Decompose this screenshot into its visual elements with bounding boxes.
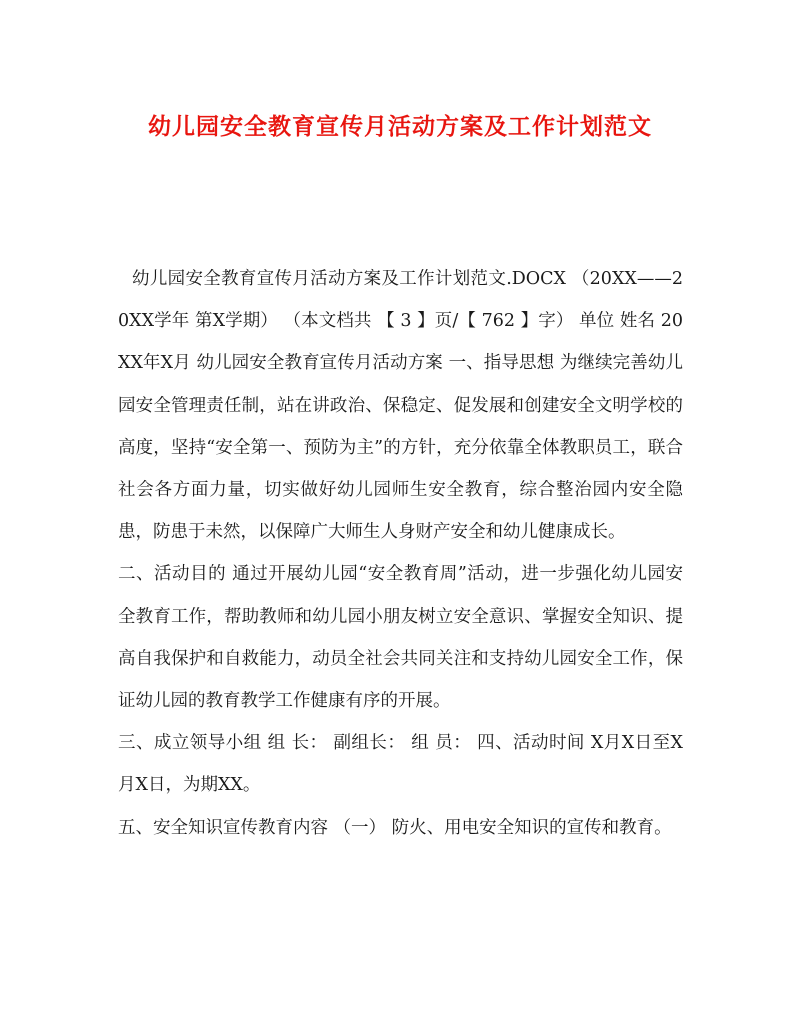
paragraph-activity-purpose: 二、活动目的 通过开展幼儿园“安全教育周”活动，进一步强化幼儿园安全教育工作，帮助教师和幼儿园小朋友树立安全意识、掌握安全知识、提高自我保护和自救能力，动员全社会共同关注和支持幼儿园安全工作，保证幼儿园的教育教学工作健康有序的开展。 [118, 564, 683, 712]
document-title: 幼儿园安全教育宣传月活动方案及工作计划范文 [148, 113, 652, 140]
paragraph-safety-content: 五、安全知识宣传教育内容 （一） 防火、用电安全知识的宣传和教育。 [118, 817, 672, 838]
paragraph-leadership-group: 三、成立领导小组 组 长： 副组长： 组 员： 四、活动时间 X月X日至X月X日，为期XX。 [118, 733, 683, 796]
paragraph-guiding-ideology: 幼儿园安全教育宣传月活动方案及工作计划范文.DOCX （20XX——20XX学年 第X学期） （本文档共 【 3 】页/【 762 】字） 单位 姓名 20XX年X月 幼儿园安全教育宣传月活动方案 一、指导思想 为继续完善幼儿园安全管理责任制，站在讲政治、保稳定、促发展和创建安全文明学校的高度，坚持“安全第一、预防为主”的方针，充分依靠全体教职员工，联合社会各方面力量，切实做好幼儿园师生安全教育，综合整治园内安全隐患，防患于未然，以保障广大师生人身财产安全和幼儿健康成长。 [118, 269, 683, 543]
document-body [118, 258, 683, 849]
